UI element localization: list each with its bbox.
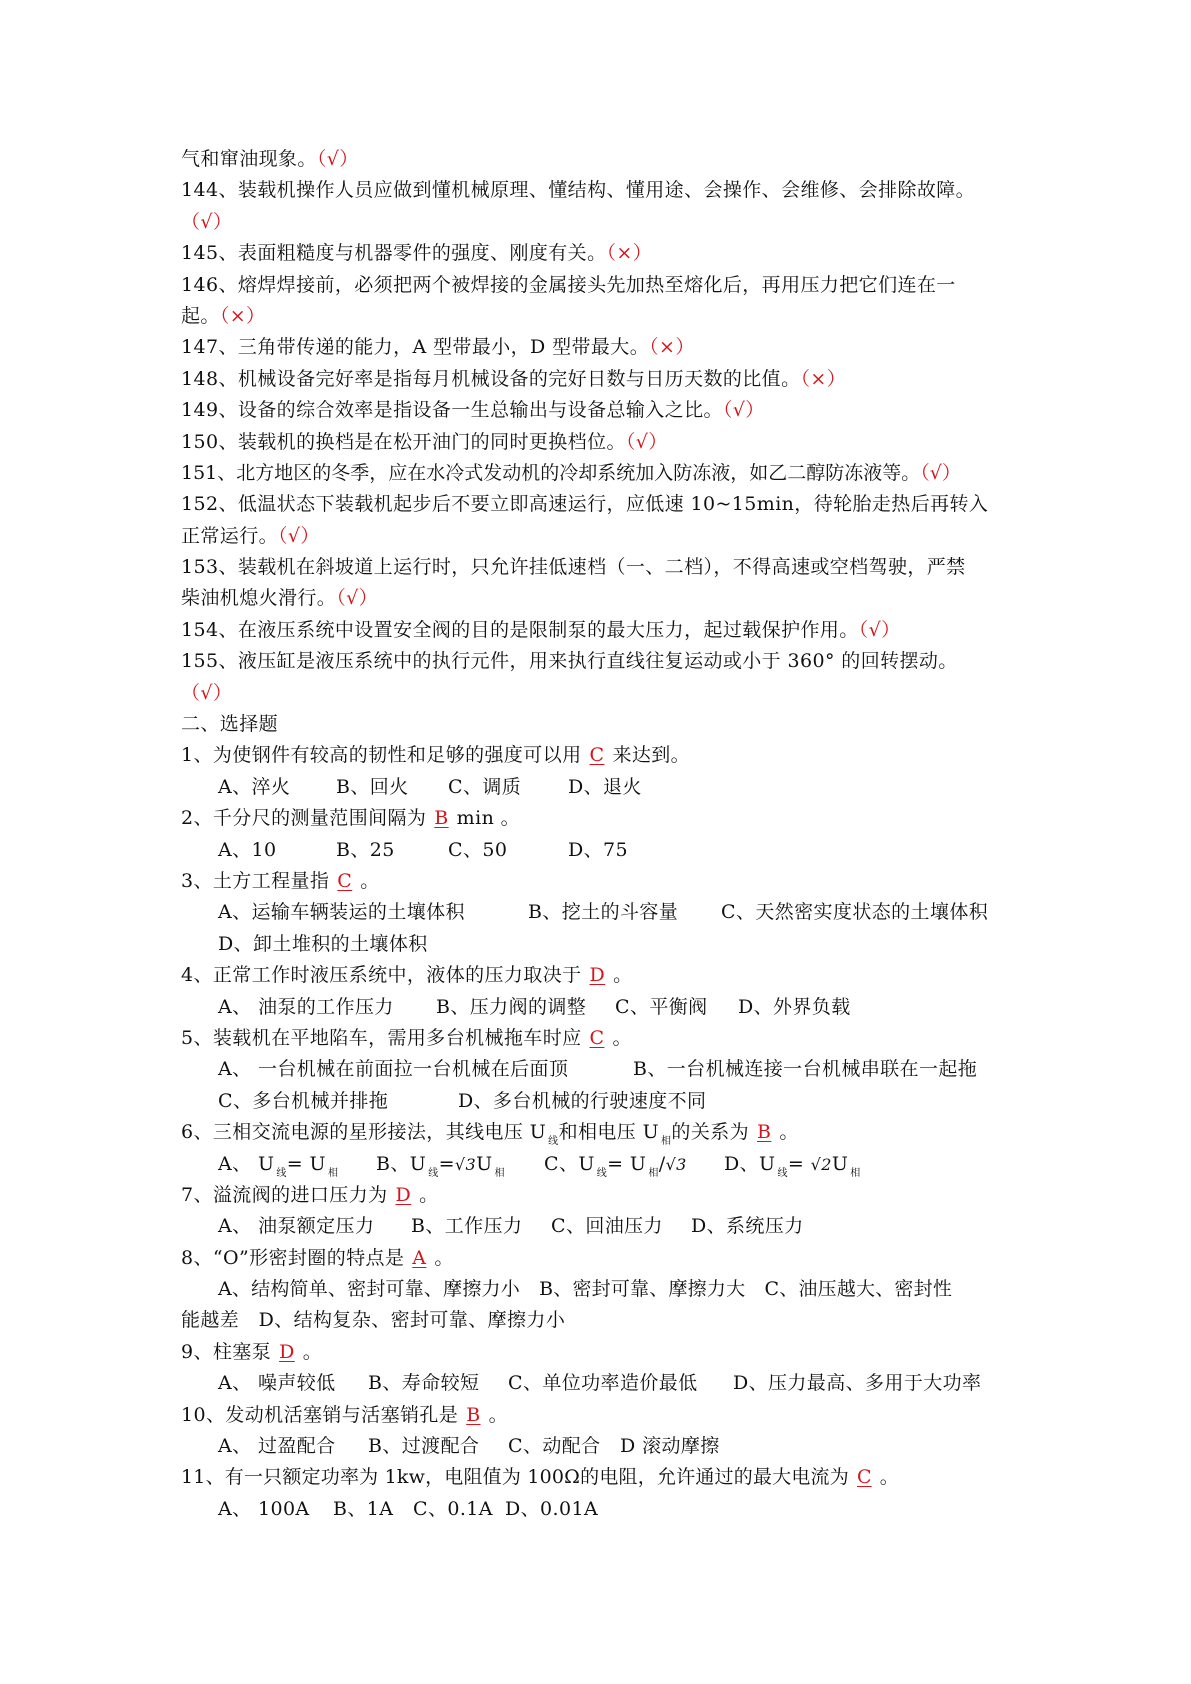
- question-10-options: [181, 1431, 1021, 1462]
- option-d: [724, 1149, 861, 1189]
- answer-mark: （√）: [625, 430, 668, 453]
- option-d: D、多台机械的行驶速度不同: [458, 1089, 707, 1112]
- document-body: [181, 144, 1021, 1525]
- option-d-u: U: [831, 1152, 849, 1175]
- statement-text: 144、装载机操作人员应做到懂机械原理、懂结构、懂用途、会操作、会维修、会排除故障。: [181, 179, 976, 202]
- answer-mark: （×）: [606, 242, 653, 265]
- question-text-end: 。: [434, 1246, 454, 1269]
- option-c: C、动配合: [508, 1435, 601, 1458]
- option-d: D、0.01A: [505, 1497, 599, 1520]
- option-c: C、回油压力: [551, 1215, 663, 1238]
- subscript-phase: 相: [648, 1167, 659, 1179]
- question-6: [181, 1117, 1021, 1148]
- question-10: [181, 1400, 1021, 1431]
- answer-mark: （√）: [920, 461, 961, 484]
- question-1-options: [181, 772, 1021, 803]
- option-b: B、工作压力: [411, 1215, 523, 1238]
- subscript-line: 线: [596, 1167, 608, 1179]
- question-text: 3、土方工程量指: [181, 869, 330, 892]
- judgment-line: [181, 646, 1021, 677]
- question-text: 4、正常工作时液压系统中，液体的压力取决于: [181, 964, 582, 987]
- question-text-mid2: 的关系为: [671, 1121, 750, 1144]
- subscript-phase: 相: [661, 1136, 672, 1148]
- question-3-options: [181, 897, 1021, 928]
- option-a: A、 油泵的工作压力: [218, 995, 394, 1018]
- statement-text: 154、在液压系统中设置安全阀的目的是限制泵的最大压力，起过载保护作用。: [181, 618, 859, 641]
- answer-blank: D: [279, 1340, 295, 1363]
- answer-mark: （×）: [219, 304, 266, 327]
- question-2: [181, 803, 1021, 834]
- question-4: [181, 960, 1021, 991]
- question-text-end: 来达到。: [612, 744, 691, 767]
- answer-mark: （√）: [858, 618, 901, 641]
- judgment-line: [181, 144, 1021, 175]
- question-3-options-cont: [181, 929, 1021, 960]
- statement-text: 柴油机熄火滑行。: [181, 587, 337, 610]
- option-b: B、压力阀的调整: [436, 995, 587, 1018]
- question-text-end: 。: [419, 1183, 439, 1206]
- judgment-line: [181, 458, 1021, 489]
- judgment-line: [181, 238, 1021, 269]
- question-9: [181, 1337, 1021, 1368]
- answer-mark: （√）: [336, 587, 379, 610]
- option-b: B、一台机械连接一台机械串联在一起拖: [633, 1058, 978, 1081]
- option-d: D、卸土堆积的土壤体积: [218, 932, 428, 955]
- statement-text: 146、熔焊焊接前，必须把两个被焊接的金属接头先加热至熔化后，再用压力把它们连在一: [181, 273, 956, 296]
- option-c: C、0.1A: [413, 1497, 493, 1520]
- judgment-line: [181, 270, 1021, 301]
- judgment-line: [181, 489, 1021, 520]
- question-3: [181, 866, 1021, 897]
- option-d: D、75: [568, 838, 629, 861]
- question-8: [181, 1243, 1021, 1274]
- question-text-end: min 。: [456, 807, 521, 830]
- question-11-options: [181, 1494, 1021, 1525]
- question-text: 5、装载机在平地陷车，需用多台机械拖车时应: [181, 1026, 582, 1049]
- subscript-line: 线: [428, 1167, 439, 1179]
- statement-text: 气和窜油现象。: [181, 148, 317, 170]
- sqrt-symbol: √3: [454, 1154, 477, 1174]
- judgment-line: [181, 552, 1021, 583]
- question-text-end: 。: [879, 1466, 899, 1489]
- option-d: D、压力最高、多用于大功率: [733, 1372, 982, 1395]
- option-list-cont: 能越差 D、结构复杂、密封可靠、摩擦力小: [181, 1309, 566, 1332]
- answer-mark: （√）: [181, 681, 233, 704]
- question-text: 2、千分尺的测量范围间隔为: [181, 807, 427, 830]
- option-d: D、系统压力: [691, 1215, 804, 1238]
- option-c: C、调质: [448, 775, 522, 798]
- question-text: 1、为使钢件有较高的韧性和足够的强度可以用: [181, 744, 582, 767]
- answer-blank: A: [412, 1246, 427, 1269]
- option-b: B、寿命较短: [368, 1372, 480, 1395]
- option-c: C、天然密实度状态的土壤体积: [721, 901, 989, 924]
- question-text-end: 。: [612, 1026, 632, 1049]
- option-b-label: B、U: [376, 1152, 427, 1175]
- answer-mark: （√）: [181, 210, 233, 233]
- judgment-line: [181, 332, 1021, 363]
- statement-text: 148、机械设备完好率是指每月机械设备的完好日数与日历天数的比值。: [181, 367, 801, 390]
- option-a: A、运输车辆装运的土壤体积: [218, 901, 465, 924]
- subscript-phase: 相: [494, 1167, 505, 1179]
- statement-text: 正常运行。: [181, 524, 279, 547]
- answer-blank: B: [757, 1121, 772, 1144]
- judgment-line: [181, 678, 1021, 709]
- judgment-line: [181, 583, 1021, 614]
- answer-mark: （√）: [278, 524, 320, 547]
- subscript-line: 线: [777, 1167, 788, 1179]
- question-5-options: [181, 1054, 1021, 1085]
- option-list: A、结构简单、密封可靠、摩擦力小 B、密封可靠、摩擦力大 C、油压越大、密封性: [218, 1278, 953, 1301]
- judgment-line: [181, 395, 1021, 426]
- judgment-line: [181, 207, 1021, 238]
- answer-blank: D: [395, 1183, 412, 1206]
- subscript-phase: 相: [850, 1167, 861, 1179]
- statement-text: 起。: [181, 304, 220, 327]
- question-text-end: 。: [360, 869, 380, 892]
- option-a: A、淬火: [218, 775, 291, 798]
- option-c: C、多台机械并排拖: [218, 1089, 389, 1112]
- option-a: A、 油泵额定压力: [218, 1215, 375, 1238]
- answer-blank: B: [466, 1403, 481, 1426]
- option-d: D、外界负载: [738, 995, 851, 1018]
- question-text: 11、有一只额定功率为 1kw，电阻值为 100Ω的电阻，允许通过的最大电流为: [181, 1466, 849, 1489]
- judgment-line: [181, 175, 1021, 206]
- judgment-line: [181, 615, 1021, 646]
- option-c: C、平衡阀: [615, 995, 708, 1018]
- judgment-line: [181, 364, 1021, 395]
- judgment-line: [181, 427, 1021, 458]
- question-text-end: 。: [613, 964, 633, 987]
- section-title: 二、选择题: [181, 713, 279, 736]
- question-8-options-cont: [181, 1305, 1021, 1336]
- question-8-options: [181, 1274, 1021, 1305]
- option-b: B、挖土的斗容量: [528, 901, 679, 924]
- option-a-eq: = U: [286, 1152, 326, 1175]
- question-text-end: 。: [302, 1340, 323, 1363]
- option-a-label: A、 U: [218, 1152, 275, 1175]
- option-b-eq: =: [438, 1152, 455, 1175]
- answer-mark: （√）: [316, 148, 359, 170]
- option-d-label: D、U: [724, 1152, 776, 1175]
- option-c: [544, 1149, 724, 1189]
- question-text: 6、三相交流电源的星形接法，其线电压 U: [181, 1121, 547, 1144]
- question-9-options: [181, 1368, 1021, 1399]
- subscript-line: 线: [548, 1136, 559, 1148]
- division-slash: /: [658, 1152, 666, 1175]
- question-1: [181, 740, 1021, 771]
- judgment-line: [181, 521, 1021, 552]
- option-a: A、 100A: [218, 1497, 310, 1520]
- option-d-eq: =: [787, 1152, 805, 1175]
- option-c: C、50: [448, 838, 508, 861]
- statement-text: 149、设备的综合效率是指设备一生总输出与设备总输入之比。: [181, 399, 723, 422]
- option-c-label: C、U: [544, 1152, 595, 1175]
- answer-blank: C: [589, 744, 605, 767]
- question-11: [181, 1462, 1021, 1493]
- statement-text: 147、三角带传递的能力，A 型带最小，D 型带最大。: [181, 336, 650, 359]
- answer-blank: C: [337, 869, 353, 892]
- answer-mark: （√）: [722, 399, 765, 422]
- answer-blank: B: [434, 807, 449, 830]
- option-a: A、10: [218, 838, 277, 861]
- question-5: [181, 1023, 1021, 1054]
- statement-text: 145、表面粗糙度与机器零件的强度、刚度有关。: [181, 242, 607, 265]
- subscript-phase: 相: [327, 1167, 339, 1179]
- question-4-options: [181, 992, 1021, 1023]
- question-2-options: [181, 835, 1021, 866]
- question-text: 10、发动机活塞销与活塞销孔是: [181, 1403, 459, 1426]
- sqrt-symbol: √2: [810, 1154, 832, 1174]
- question-text: 8、“O”形密封圈的特点是: [181, 1246, 405, 1269]
- question-text-end: 。: [779, 1121, 799, 1144]
- statement-text: 152、低温状态下装载机起步后不要立即高速运行，应低速 10~15min，待轮胎走热后再转入: [181, 493, 989, 516]
- statement-text: 155、液压缸是液压系统中的执行元件，用来执行直线往复运动或小于 360° 的回转摆动。: [181, 650, 958, 673]
- answer-blank: C: [589, 1026, 605, 1049]
- question-text: 9、柱塞泵: [181, 1340, 272, 1363]
- option-a: A、 过盈配合: [218, 1435, 336, 1458]
- option-a: A、 一台机械在前面拉一台机械在后面顶: [218, 1058, 569, 1081]
- answer-blank: C: [856, 1466, 872, 1489]
- option-b: B、回火: [336, 775, 409, 798]
- question-text-end: 。: [488, 1403, 508, 1426]
- question-text: 7、溢流阀的进口压力为: [181, 1183, 388, 1206]
- option-d: D 滚动摩擦: [620, 1435, 720, 1458]
- question-7-options: [181, 1211, 1021, 1242]
- statement-text: 153、装载机在斜坡道上运行时，只允许挂低速档（一、二档），不得高速或空档驾驶，严禁: [181, 556, 966, 579]
- judgment-line: [181, 301, 1021, 332]
- option-b: B、1A: [333, 1497, 394, 1520]
- option-b: B、25: [336, 838, 395, 861]
- option-c: C、单位功率造价最低: [508, 1372, 698, 1395]
- option-d: D、退火: [568, 775, 642, 798]
- subscript-line: 线: [276, 1167, 287, 1179]
- question-5-options-cont: [181, 1086, 1021, 1117]
- answer-mark: （×）: [649, 336, 695, 359]
- option-a: A、 噪声较低: [218, 1372, 336, 1395]
- sqrt-symbol: √3: [665, 1154, 687, 1174]
- answer-mark: （×）: [800, 367, 847, 390]
- option-b: B、过渡配合: [368, 1435, 480, 1458]
- option-b-u: U: [476, 1152, 493, 1175]
- answer-blank: D: [589, 964, 606, 987]
- statement-text: 151、北方地区的冬季，应在水冷式发动机的冷却系统加入防冻液，如乙二醇防冻液等。: [181, 461, 921, 484]
- question-text-mid: 和相电压 U: [558, 1121, 660, 1144]
- question-6-options: [181, 1149, 1021, 1180]
- option-c-eq: = U: [607, 1152, 647, 1175]
- statement-text: 150、装载机的换档是在松开油门的同时更换档位。: [181, 430, 626, 453]
